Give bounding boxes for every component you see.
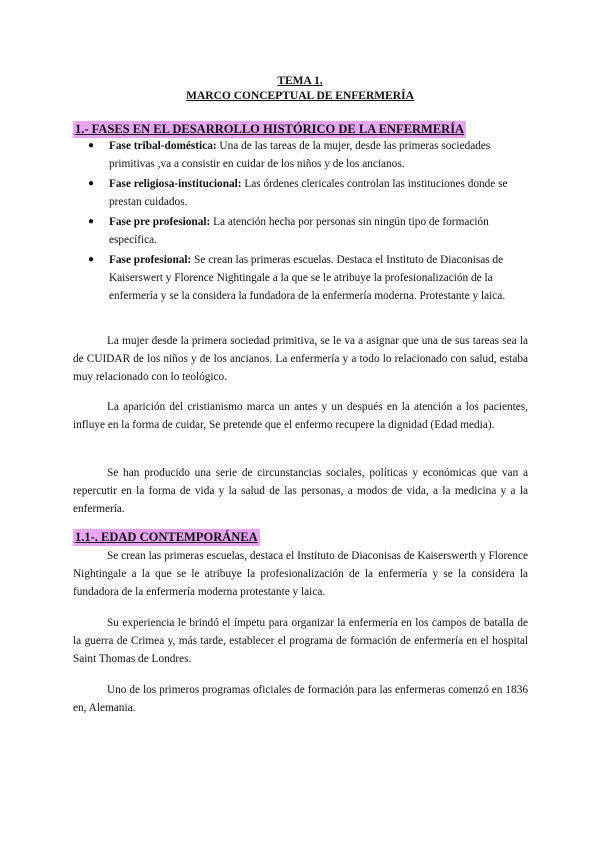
list-item — [88, 137, 528, 173]
paragraph: La aparición del cristianismo marca un antes y un después en la atención a los pacientes, influye en la forma de cuidar, Se pretende que el enfermo recupere la dignidad (Edad media). — [73, 401, 528, 431]
section-heading-phases: 1.- FASES EN EL DESARROLLO HISTÓRICO DE LA ENFERMERÍA — [75, 122, 465, 136]
paragraph: Se crean las primeras escuelas, destaca el Instituto de Diaconisas de Kaiserswerth y Florence Nightingale a la que se le atribuye la profesionalización de la enfermería y se la considera la fundadora de la enfermería moderna protestante y laica. — [73, 550, 528, 598]
section-heading-contemporary-age: 1.1-. EDAD CONTEMPORÁNEA — [75, 530, 258, 544]
phase-text: Se crean las primeras escuelas. Destaca el Instituto de Diaconisas de Kaiserswert y Florence Nightingale a la que se le atribuye la profesionalización de la enfermería y se la considera la fundadora de la enfermería moderna. Protestante y laica. — [109, 254, 506, 302]
phase-term: Fase pre profesional: — [109, 216, 211, 228]
paragraph: La mujer desde la primera sociedad primitiva, se le va a asignar que una de sus tareas sea la de CUIDAR de los niños y de los ancianos. La enfermería y a todo lo relacionado con salud, estaba muy relacionado con lo teológico. — [73, 335, 528, 383]
bullet-icon: ● — [88, 140, 95, 151]
topic-number: TEMA 1. — [277, 75, 323, 87]
bullet-icon: ● — [88, 216, 95, 227]
phase-term: Fase tribal-doméstica: — [109, 140, 217, 152]
phases-list — [88, 137, 528, 307]
topic-title: MARCO CONCEPTUAL DE ENFERMERÍA — [186, 90, 414, 102]
paragraph: Su experiencia le brindó el ímpetu para organizar la enfermería en los campos de batalla de la guerra de Crimea y, más tarde, establecer el programa de formación de enfermería en el hospital Saint Thomas de Londres. — [73, 617, 528, 665]
list-item — [88, 175, 528, 211]
paragraph: Uno de los primeros programas oficiales de formación para las enfermeras comenzó en 1836 en, Alemania. — [73, 684, 528, 714]
phase-term: Fase religiosa-institucional: — [109, 178, 242, 190]
list-item — [88, 251, 528, 305]
bullet-icon: ● — [88, 254, 95, 265]
phase-text: La atención hecha por personas sin ningún tipo de formación específica. — [109, 216, 489, 246]
paragraph: Se han producido una serie de circunstancias sociales, políticas y económicas que van a repercutir en la forma de vida y la salud de las personas, a modos de vida, a la medicina y a la enfermería. — [73, 467, 528, 515]
bullet-icon: ● — [88, 178, 95, 189]
phase-term: Fase profesional: — [109, 254, 192, 266]
phase-text: Las órdenes clericales controlan las instituciones donde se prestan cuidados. — [109, 178, 508, 208]
phase-text: Una de las tareas de la mujer, desde las primeras sociedades primitivas ,va a consistir en cuidar de los niños y de los ancianos. — [109, 140, 491, 170]
document-title — [0, 74, 600, 104]
list-item — [88, 213, 528, 249]
